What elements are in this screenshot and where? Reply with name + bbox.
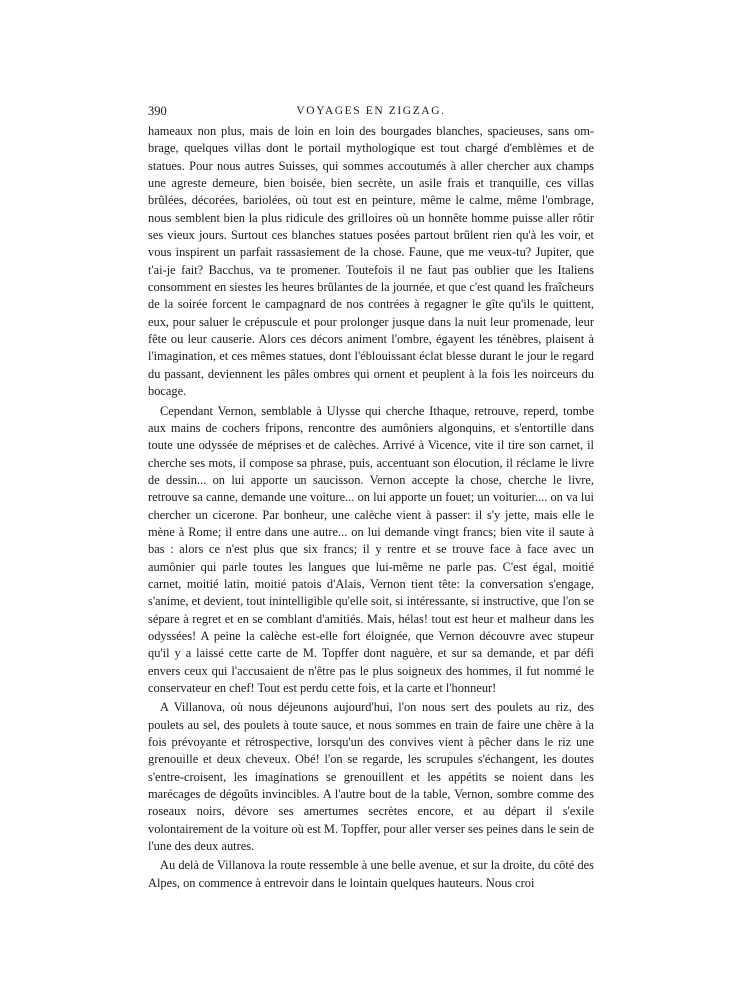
book-page <box>148 102 594 894</box>
paragraph-hameaux: hameaux non plus, mais de loin en loin des bourgades blanches, spacieuses, sans ombrage, quelques villas dont le portail mythologique est tout chargé d'emblèmes et de statues. Pour nous autres Suisses, qui sommes accoutumés à aller chercher aux champs une agreste demeure, bien boisée, bien secrète, un asile frais et tranquille, ces villas brûlées, décorées, bariolées, où tout est en peinture, même le calme, même l'ombrage, nous semblent bien la plus ridicule des grilloires où un honnête homme puisse aller rôtir ses vieux jours. Surtout ces blanches statues posées partout brûlent rien qu'à les voir, et vous inspirent un parfait rassasiement de la chose. Faune, que me veux-tu? Jupiter, que t'ai-je fait? Bacchus, va te promener. Toutefois il ne faut pas oublier que les Italiens consomment en siestes les heures brûlantes de la journée, et que c'est quand les fraîcheurs de la soirée forcent le campagnard de nos contrées à regagner le gîte qu'ils le quittent, eux, pour saluer le crépuscule et pour prolonger jusque dans la nuit leur promenade, leur fête ou leur causerie. Alors ces décors animent l'ombre, égayent les ténèbres, plaisent à l'imagination, et ces mêmes statues, dont l'éblouissant éclat blesse durant le jour le regard du passant, deviennent les pâles ombres qui ornent et peuplent à la fois les noirceurs du bocage. <box>148 124 594 399</box>
paragraph-villanova: A Villanova, où nous déjeunons aujourd'hui, l'on nous sert des poulets au riz, des poulets au sel, des poulets à toute sauce, et nous sommes en train de faire une chère à la fois prévoyante et rétrospective, lorsqu'un des convives vient à pêcher dans le riz une grenouille et deux cheveux. Obé! l'on se regarde, les scrupules s'échangent, les doutes s'entre-croisent, les imaginations se grenouillent et les appétits se noient dans les marécages de dégoûts invincibles. A l'autre bout de la table, Vernon, sombre comme des roseaux noirs, dévore ses amertumes secrètes encore, et au départ il s'exile volontairement de la voiture où est M. Topffer, pour aller verser ses peines dans le sein de l'une des deux autres. <box>148 700 594 854</box>
page-number: 390 <box>148 104 167 118</box>
paragraph-route: Au delà de Villanova la route ressemble à une belle avenue, et sur la droite, du côté des Alpes, on commence à entrevoir dans le lointain quelques hauteurs. Nous croi <box>148 858 594 890</box>
running-title: VOYAGES EN ZIGZAG. <box>296 105 446 117</box>
page-header <box>148 102 594 120</box>
paragraph-vernon: Cependant Vernon, semblable à Ulysse qui cherche Ithaque, retrouve, reperd, tombe aux mains de cochers fripons, rencontre des aumôniers algonquins, et s'entortille dans toute une odyssée de méprises et de calèches. Arrivé à Vicence, vite il tire son carnet, il cherche ses mots, il compose sa phrase, puis, accentuant son élocution, il réclame le livre de dessin... on lui apporte un saucisson. Vernon accepte la chose, cherche le livre, retrouve sa canne, demande une voiture... on lui apporte un fouet; un voiturier.... on va lui chercher un cicerone. Par bonheur, une calèche vient à passer: il s'y jette, mais elle le mène à Rome; il entre dans une autre... on lui demande vingt francs; bien vite il saute à bas : alors ce n'est plus que six francs; il y rentre et se trouve face à face avec un aumônier qui parle toutes les langues que lui-même ne parle pas. C'est égal, moitié carnet, moitié latin, moitié patois d'Alais, Vernon tient tête: la conversation s'engage, s'anime, et devient, tout inintelligible qu'elle soit, si intéressante, si instructive, que l'on se sépare à regret et en se comblant d'amitiés. Mais, hélas! tout est heur et malheur dans les odyssées! A peine la calèche est-elle fort éloignée, que Vernon découvre avec stupeur qu'il y a laissé cette carte de M. Topffer dont naguère, et sur sa demande, et par défi envers ceux qui l'accusaient de n'être pas le plus soigneux des hommes, il fut nommé le conservateur en chef! Tout est perdu cette fois, et la carte et l'honneur! <box>148 403 594 695</box>
body-text <box>148 123 594 892</box>
